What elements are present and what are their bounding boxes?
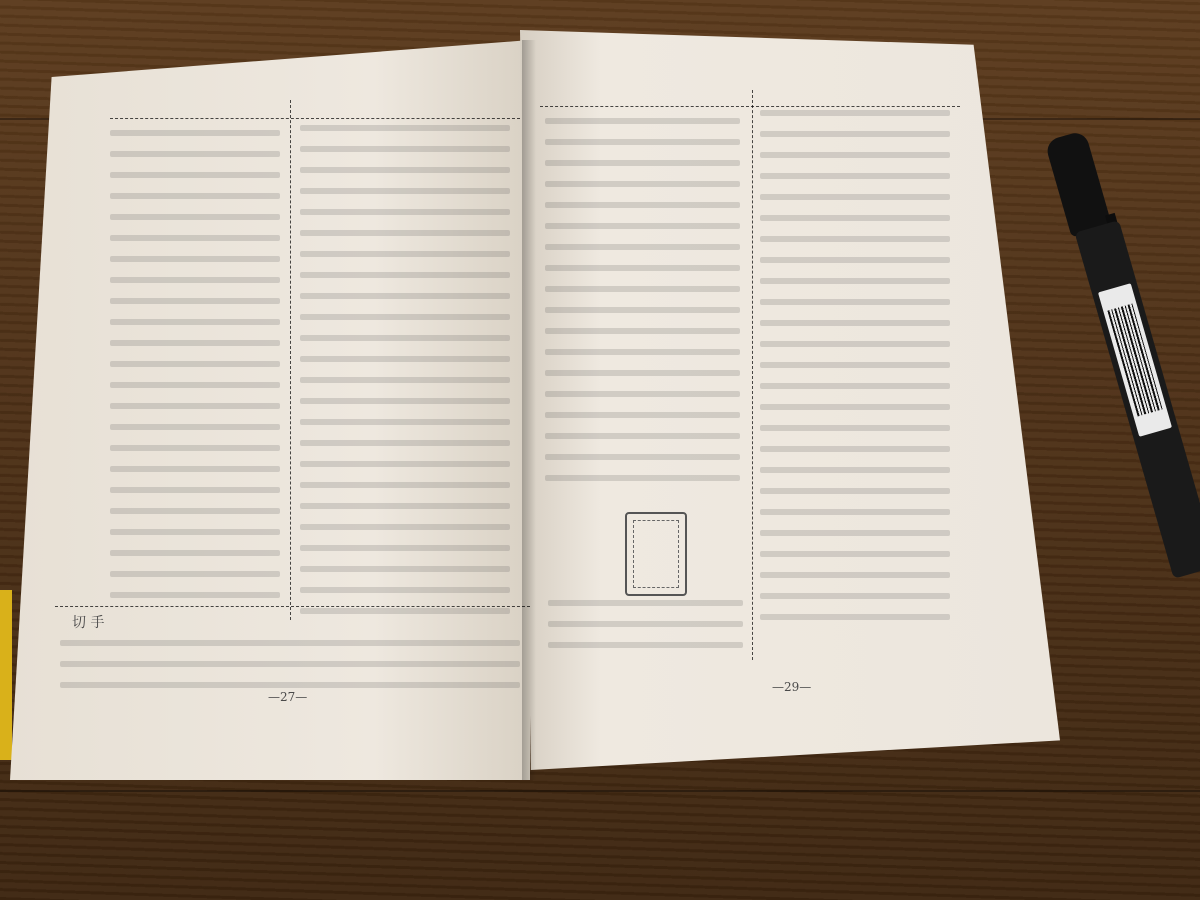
right-column-divider (752, 90, 753, 660)
yellow-object-edge (0, 590, 12, 760)
floor-plank-seam (0, 790, 1200, 792)
left-header-rule (110, 118, 520, 119)
left-section-heading: 切 手 (72, 615, 105, 631)
marker-pen (1017, 119, 1200, 601)
marker-cap (1044, 130, 1112, 238)
right-page-number: —29— (772, 680, 812, 694)
left-column-divider (290, 100, 291, 620)
right-page-listing-col-1-lower (548, 600, 743, 663)
left-page-listing-col-1 (110, 130, 280, 613)
right-page-listing-col-2 (760, 110, 950, 635)
left-page-number: —27— (268, 690, 308, 704)
left-page-listing-col-2 (300, 125, 510, 629)
stamp-illustration (625, 512, 687, 596)
book-spine-shadow (522, 40, 536, 780)
right-header-rule (540, 106, 960, 107)
right-page-listing-col-1 (545, 118, 740, 496)
left-bottom-rule (55, 606, 530, 607)
